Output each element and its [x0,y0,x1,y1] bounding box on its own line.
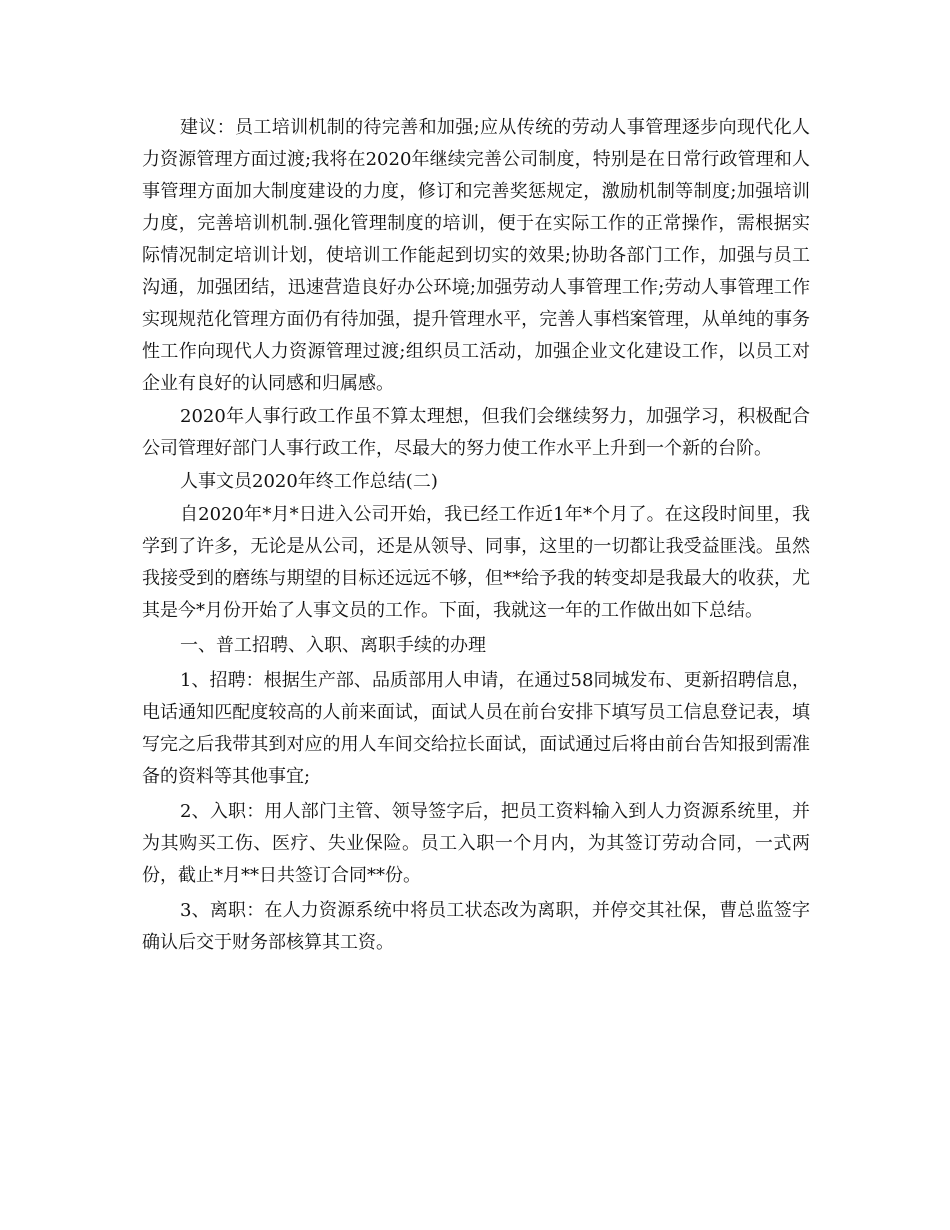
document-body [142,112,810,959]
paragraph-intro: 自2020年*月*日进入公司开始，我已经工作近1年*个月了。在这段时间里，我学到了许多，无论是从公司，还是从领导、同事，这里的一切都让我受益匪浅。虽然我接受到的磨练与期望的目标还远远不够，但**给予我的转变却是我最大的收获，尤其是今*月份开始了人事文员的工作。下面，我就这一年的工作做出如下总结。 [142,504,810,621]
paragraph-suggestions: 建议：员工培训机制的待完善和加强;应从传统的劳动人事管理逐步向现代化人力资源管理方面过渡;我将在2020年继续完善公司制度，特别是在日常行政管理和人事管理方面加大制度建设的力度，修订和完善奖惩规定，激励机制等制度;加强培训力度，完善培训机制.强化管理制度的培训，便于在实际工作的正常操作，需根据实际情况制定培训计划，使培训工作能起到切实的效果;协助各部门工作，加强与员工沟通，加强团结，迅速营造良好办公环境;加强劳动人事管理工作;劳动人事管理工作实现规范化管理方面仍有待加强，提升管理水平，完善人事档案管理，从单纯的事务性工作向现代人力资源管理过渡;组织员工活动，加强企业文化建设工作，以员工对企业有良好的认同感和归属感。 [142,117,810,394]
paragraph-onboarding: 2、入职：用人部门主管、领导签字后，把员工资料输入到人力资源系统里，并为其购买工伤、医疗、失业保险。员工入职一个月内，为其签订劳动合同，一式两份，截止*月**日共签订合同**份。 [142,801,810,886]
paragraph-recruitment: 1、招聘：根据生产部、品质部用人申请，在通过58同城发布、更新招聘信息，电话通知匹配度较高的人前来面试，面试人员在前台安排下填写员工信息登记表，填写完之后我带其到对应的用人车间交给拉长面试，面试通过后将由前台告知报到需准备的资料等其他事宜; [142,670,810,787]
paragraph-year-summary: 2020年人事行政工作虽不算太理想，但我们会继续努力，加强学习，积极配合公司管理好部门人事行政工作，尽最大的努力使工作水平上升到一个新的台阶。 [142,406,810,459]
heading-recruitment: 一、普工招聘、入职、离职手续的办理 [180,635,486,656]
section-title: 人事文员2020年终工作总结(二) [180,471,438,492]
paragraph-resignation: 3、离职：在人力资源系统中将员工状态改为离职，并停交其社保，曹总监签字确认后交于财务部核算其工资。 [142,900,810,953]
